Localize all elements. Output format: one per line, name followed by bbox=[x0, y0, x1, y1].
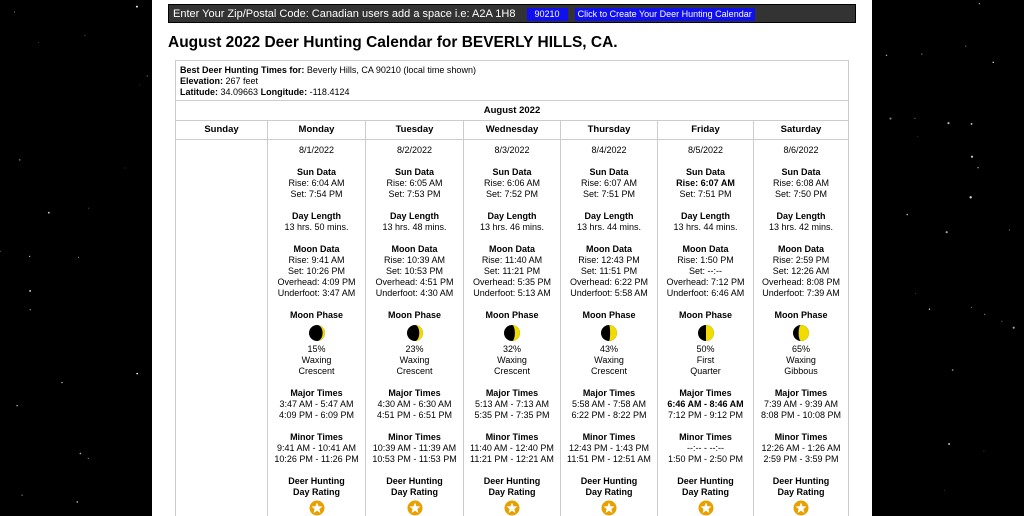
day-name: Friday bbox=[658, 121, 753, 140]
moon-phase-percent: 15% bbox=[307, 344, 326, 354]
day-length-label: Day Length bbox=[291, 211, 341, 221]
best-times-label: Best Deer Hunting Times for: bbox=[180, 65, 305, 75]
moon-underfoot: Underfoot: 7:39 AM bbox=[762, 288, 840, 298]
major-time-1: 5:13 AM - 7:13 AM bbox=[474, 399, 550, 409]
moon-phase-label: Moon Phase bbox=[582, 310, 636, 320]
moon-phase-name-1: Waxing bbox=[594, 355, 624, 365]
rating-star-icon bbox=[698, 500, 714, 516]
major-times-label: Major Times bbox=[388, 388, 441, 398]
minor-time-2: 2:59 PM - 3:59 PM bbox=[763, 454, 839, 464]
sun-rise: Rise: 6:06 AM bbox=[483, 178, 541, 188]
moon-data-label: Moon Data bbox=[586, 244, 632, 254]
moon-phase-name-1: Waxing bbox=[497, 355, 527, 365]
minor-time-2: 11:21 PM - 12:21 AM bbox=[470, 454, 554, 464]
sun-set: Set: 7:51 PM bbox=[679, 189, 732, 199]
major-time-1: 7:39 AM - 9:39 AM bbox=[763, 399, 839, 409]
rating-label-2: Day Rating bbox=[585, 487, 633, 497]
moon-overhead: Overhead: 5:35 PM bbox=[472, 277, 552, 287]
rating-star-icon bbox=[407, 500, 423, 516]
day-length-value: 13 hrs. 48 mins. bbox=[382, 222, 447, 232]
major-time-2: 4:09 PM - 6:09 PM bbox=[278, 410, 355, 420]
day-length-value: 13 hrs. 44 mins. bbox=[576, 222, 642, 232]
sun-data-label: Sun Data bbox=[781, 167, 821, 177]
moon-phase-icon bbox=[406, 324, 424, 342]
day-date: 8/2/2022 bbox=[396, 145, 433, 155]
day-date: 8/5/2022 bbox=[687, 145, 724, 155]
day-columns bbox=[176, 121, 848, 516]
major-time-2: 5:35 PM - 7:35 PM bbox=[474, 410, 550, 420]
rating-label-1: Deer Hunting bbox=[288, 476, 345, 486]
zip-prompt: Enter Your Zip/Postal Code: Canadian users add a space i.e: A2A 1H8 bbox=[173, 8, 516, 20]
sun-rise: Rise: 6:07 AM bbox=[676, 178, 735, 188]
minor-time-1: --:-- - --:-- bbox=[687, 443, 724, 453]
minor-time-2: 10:26 PM - 11:26 PM bbox=[274, 454, 359, 464]
calendar-page bbox=[152, 0, 872, 516]
moon-set: Set: 10:26 PM bbox=[287, 266, 346, 276]
sun-set: Set: 7:51 PM bbox=[582, 189, 636, 199]
moon-phase-label: Moon Phase bbox=[485, 310, 539, 320]
moon-phase-label: Moon Phase bbox=[678, 310, 732, 320]
major-time-2: 6:22 PM - 8:22 PM bbox=[571, 410, 647, 420]
minor-times-label: Minor Times bbox=[290, 432, 343, 442]
zip-input[interactable]: 90210 bbox=[527, 8, 568, 21]
day-date: 8/4/2022 bbox=[591, 145, 627, 155]
sun-set: Set: 7:52 PM bbox=[485, 189, 539, 199]
minor-time-1: 10:39 AM - 11:39 AM bbox=[372, 443, 457, 453]
moon-rise: Rise: 1:50 PM bbox=[677, 255, 734, 265]
day-column-friday bbox=[658, 121, 754, 516]
moon-phase-label: Moon Phase bbox=[289, 310, 343, 320]
day-length-value: 13 hrs. 50 mins. bbox=[284, 222, 349, 232]
best-times-value: Beverly Hills, CA 90210 (local time shown) bbox=[306, 65, 476, 75]
sun-rise: Rise: 6:04 AM bbox=[288, 178, 345, 188]
minor-time-1: 12:26 AM - 1:26 AM bbox=[761, 443, 841, 453]
moon-phase-percent: 32% bbox=[502, 344, 521, 354]
latitude-label: Latitude: bbox=[180, 87, 218, 97]
day-length-label: Day Length bbox=[487, 211, 537, 221]
day-column-tuesday bbox=[366, 121, 464, 516]
day-length-label: Day Length bbox=[389, 211, 439, 221]
rating-label-1: Deer Hunting bbox=[677, 476, 734, 486]
minor-times-label: Minor Times bbox=[774, 432, 828, 442]
major-times-label: Major Times bbox=[582, 388, 636, 398]
moon-phase-icon bbox=[308, 324, 326, 342]
rating-label-2: Day Rating bbox=[390, 487, 438, 497]
rating-label-1: Deer Hunting bbox=[483, 476, 541, 486]
day-length-label: Day Length bbox=[680, 211, 730, 221]
day-date: 8/6/2022 bbox=[783, 145, 819, 155]
moon-phase-percent: 43% bbox=[599, 344, 618, 354]
moon-phase-name-1: Waxing bbox=[301, 355, 332, 365]
day-name: Wednesday bbox=[464, 121, 560, 140]
moon-overhead: Overhead: 4:51 PM bbox=[375, 277, 454, 287]
moon-phase-name-1: Waxing bbox=[786, 355, 816, 365]
moon-overhead: Overhead: 4:09 PM bbox=[277, 277, 356, 287]
rating-label-1: Deer Hunting bbox=[772, 476, 830, 486]
moon-phase-name-2: Gibbous bbox=[784, 366, 818, 376]
day-length-label: Day Length bbox=[584, 211, 634, 221]
longitude-label: Longitude: bbox=[260, 87, 308, 97]
major-time-1: 5:58 AM - 7:58 AM bbox=[571, 399, 647, 409]
calendar-table bbox=[175, 60, 849, 516]
day-length-label: Day Length bbox=[776, 211, 826, 221]
minor-time-2: 11:51 PM - 12:51 AM bbox=[567, 454, 651, 464]
major-time-2: 8:08 PM - 10:08 PM bbox=[760, 410, 842, 420]
minor-time-1: 9:41 AM - 10:41 AM bbox=[276, 443, 357, 453]
minor-time-2: 1:50 PM - 2:50 PM bbox=[667, 454, 744, 464]
rating-label-1: Deer Hunting bbox=[386, 476, 443, 486]
moon-phase-icon bbox=[503, 324, 521, 342]
zip-code-bar bbox=[168, 4, 856, 23]
minor-times-label: Minor Times bbox=[679, 432, 732, 442]
moon-data-label: Moon Data bbox=[489, 244, 535, 254]
sun-data-label: Sun Data bbox=[492, 167, 532, 177]
major-time-2: 7:12 PM - 9:12 PM bbox=[667, 410, 744, 420]
moon-phase-name-2: Crescent bbox=[298, 366, 335, 376]
rating-star-icon bbox=[793, 500, 809, 516]
rating-label-2: Day Rating bbox=[292, 487, 340, 497]
moon-underfoot: Underfoot: 3:47 AM bbox=[277, 288, 356, 298]
major-time-1: 4:30 AM - 6:30 AM bbox=[377, 399, 452, 409]
rating-label-2: Day Rating bbox=[488, 487, 536, 497]
minor-time-2: 10:53 PM - 11:53 PM bbox=[372, 454, 457, 464]
rating-label-2: Day Rating bbox=[681, 487, 729, 497]
major-time-1: 6:46 AM - 8:46 AM bbox=[667, 399, 744, 409]
moon-phase-name-2: Crescent bbox=[493, 366, 530, 376]
day-column-sunday bbox=[176, 121, 268, 516]
elevation-label: Elevation: bbox=[180, 76, 224, 86]
minor-times-label: Minor Times bbox=[388, 432, 441, 442]
page-title: August 2022 Deer Hunting Calendar for BEVERLY HILLS, CA. bbox=[168, 34, 618, 51]
sun-rise: Rise: 6:05 AM bbox=[386, 178, 443, 188]
major-times-label: Major Times bbox=[774, 388, 828, 398]
moon-set: Set: --:-- bbox=[689, 266, 722, 276]
day-name: Saturday bbox=[754, 121, 848, 140]
sun-set: Set: 7:50 PM bbox=[774, 189, 828, 199]
moon-overhead: Overhead: 8:08 PM bbox=[761, 277, 841, 287]
day-length-value: 13 hrs. 46 mins. bbox=[479, 222, 545, 232]
moon-rise: Rise: 12:43 PM bbox=[578, 255, 640, 265]
moon-set: Set: 12:26 AM bbox=[772, 266, 830, 276]
sun-data-label: Sun Data bbox=[394, 167, 434, 177]
moon-underfoot: Underfoot: 5:13 AM bbox=[473, 288, 551, 298]
moon-data-label: Moon Data bbox=[391, 244, 438, 254]
location-info bbox=[176, 61, 848, 101]
moon-data-label: Moon Data bbox=[778, 244, 824, 254]
moon-phase-icon bbox=[792, 324, 810, 342]
moon-phase-percent: 23% bbox=[405, 344, 424, 354]
rating-label-1: Deer Hunting bbox=[580, 476, 638, 486]
sun-set: Set: 7:53 PM bbox=[388, 189, 441, 199]
create-calendar-button[interactable]: Click to Create Your Deer Hunting Calendar bbox=[575, 8, 755, 21]
rating-star-icon bbox=[309, 500, 325, 516]
day-name: Monday bbox=[268, 121, 365, 140]
sun-data-label: Sun Data bbox=[685, 167, 725, 177]
moon-data-label: Moon Data bbox=[293, 244, 340, 254]
moon-rise: Rise: 11:40 AM bbox=[481, 255, 543, 265]
major-times-label: Major Times bbox=[485, 388, 539, 398]
moon-phase-label: Moon Phase bbox=[774, 310, 828, 320]
minor-time-1: 12:43 PM - 1:43 PM bbox=[568, 443, 650, 453]
latitude-value: 34.09663 bbox=[220, 87, 259, 97]
day-column-monday bbox=[268, 121, 366, 516]
minor-times-label: Minor Times bbox=[485, 432, 539, 442]
day-column-wednesday bbox=[464, 121, 561, 516]
sun-rise: Rise: 6:08 AM bbox=[772, 178, 830, 188]
moon-phase-percent: 65% bbox=[791, 344, 810, 354]
moon-set: Set: 11:51 PM bbox=[580, 266, 638, 276]
rating-star-icon bbox=[504, 500, 520, 516]
moon-phase-name-2: Crescent bbox=[396, 366, 433, 376]
sun-data-label: Sun Data bbox=[296, 167, 336, 177]
major-time-1: 3:47 AM - 5:47 AM bbox=[279, 399, 354, 409]
moon-phase-name-2: Crescent bbox=[590, 366, 627, 376]
moon-phase-icon bbox=[600, 324, 618, 342]
rating-label-2: Day Rating bbox=[777, 487, 825, 497]
day-name: Thursday bbox=[561, 121, 657, 140]
major-times-label: Major Times bbox=[290, 388, 343, 398]
sun-rise: Rise: 6:07 AM bbox=[580, 178, 638, 188]
moon-underfoot: Underfoot: 5:58 AM bbox=[570, 288, 648, 298]
day-column-thursday bbox=[561, 121, 658, 516]
moon-phase-name-1: First bbox=[696, 355, 715, 365]
moon-data-label: Moon Data bbox=[682, 244, 729, 254]
minor-time-1: 11:40 AM - 12:40 PM bbox=[470, 443, 554, 453]
moon-rise: Rise: 9:41 AM bbox=[288, 255, 345, 265]
major-time-2: 4:51 PM - 6:51 PM bbox=[376, 410, 453, 420]
moon-overhead: Overhead: 6:22 PM bbox=[569, 277, 649, 287]
rating-star-icon bbox=[601, 500, 617, 516]
moon-underfoot: Underfoot: 6:46 AM bbox=[666, 288, 745, 298]
moon-phase-percent: 50% bbox=[696, 344, 715, 354]
moon-phase-name-1: Waxing bbox=[399, 355, 430, 365]
day-date: 8/3/2022 bbox=[494, 145, 530, 155]
moon-phase-name-2: Quarter bbox=[690, 366, 721, 376]
day-length-value: 13 hrs. 42 mins. bbox=[768, 222, 834, 232]
month-header: August 2022 bbox=[176, 101, 848, 121]
elevation-value: 267 feet bbox=[225, 76, 259, 86]
moon-overhead: Overhead: 7:12 PM bbox=[666, 277, 745, 287]
longitude-value: -118.4124 bbox=[309, 87, 350, 97]
moon-set: Set: 10:53 PM bbox=[385, 266, 444, 276]
major-times-label: Major Times bbox=[679, 388, 732, 398]
sun-data-label: Sun Data bbox=[589, 167, 629, 177]
moon-set: Set: 11:21 PM bbox=[483, 266, 541, 276]
day-name: Tuesday bbox=[366, 121, 463, 140]
day-column-saturday bbox=[754, 121, 848, 516]
moon-phase-icon bbox=[697, 324, 715, 342]
minor-times-label: Minor Times bbox=[582, 432, 636, 442]
day-length-value: 13 hrs. 44 mins. bbox=[673, 222, 738, 232]
moon-rise: Rise: 2:59 PM bbox=[772, 255, 830, 265]
moon-phase-label: Moon Phase bbox=[387, 310, 441, 320]
moon-rise: Rise: 10:39 AM bbox=[383, 255, 446, 265]
moon-underfoot: Underfoot: 4:30 AM bbox=[375, 288, 454, 298]
day-name: Sunday bbox=[176, 121, 267, 140]
sun-set: Set: 7:54 PM bbox=[290, 189, 343, 199]
day-date: 8/1/2022 bbox=[298, 145, 335, 155]
